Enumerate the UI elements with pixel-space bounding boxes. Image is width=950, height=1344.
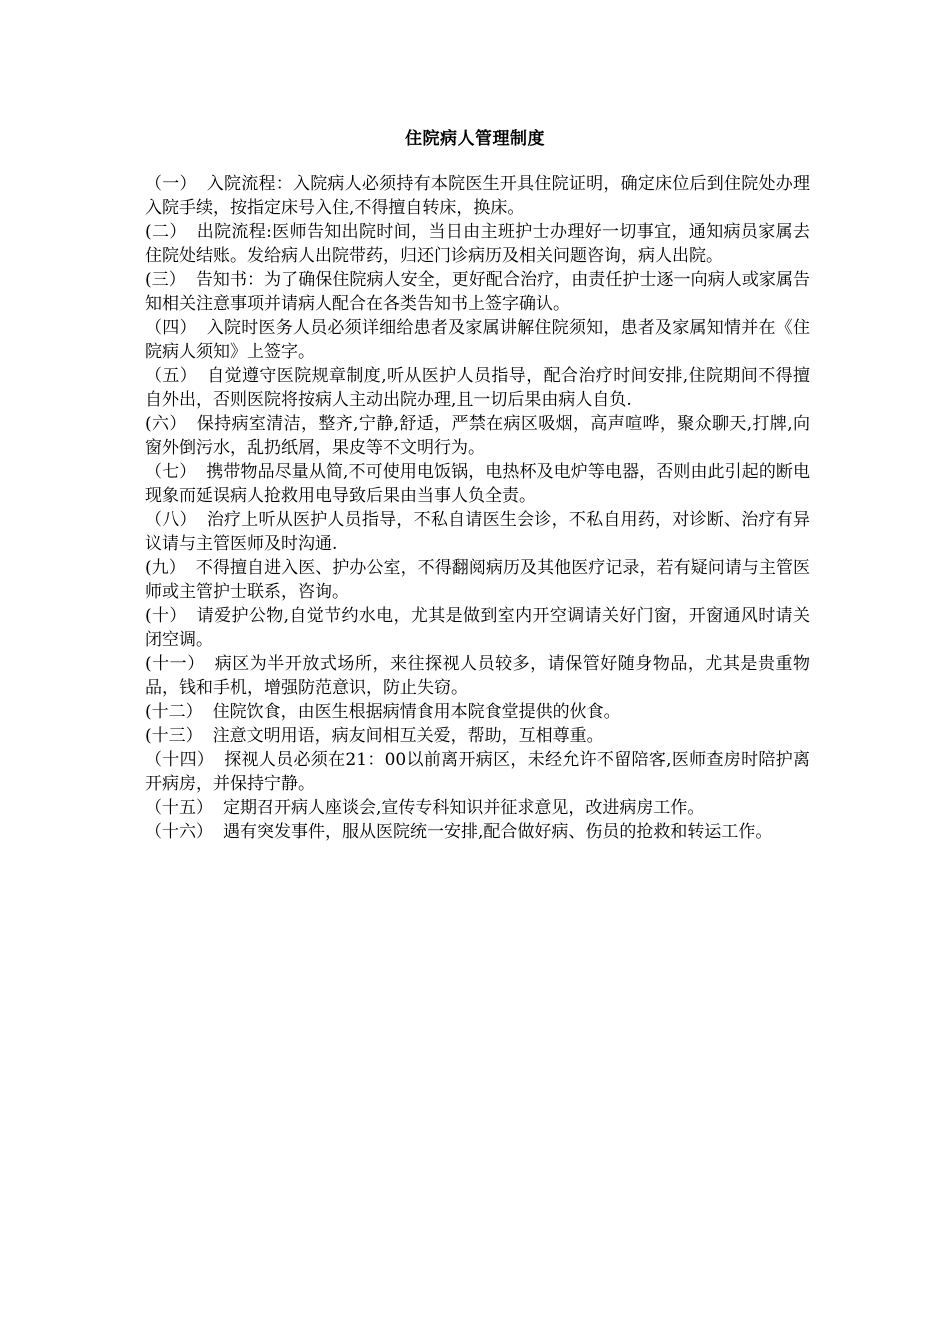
- clause-2: [145, 220, 810, 268]
- clause-6: [145, 412, 810, 460]
- clause-number: (九）: [145, 558, 186, 578]
- clause-text: 出院流程:医师告知出院时间，当日由主班护士办理好一切事宜，通知病员家属去住院处结账。发给病人出院带药，归还门诊病历及相关问题咨询，病人出院。: [145, 222, 810, 266]
- clause-text: 注意文明用语，病友间相互关爱，帮助，互相尊重。: [212, 726, 604, 746]
- clause-number: (二）: [145, 222, 187, 242]
- clause-text: 入院时医务人员必须详细给患者及家属讲解住院须知，患者及家属知情并在《住院病人须知》上签字。: [145, 318, 811, 362]
- clause-number: (十一）: [145, 654, 205, 674]
- clause-number: （十四）: [145, 750, 215, 770]
- clause-text: 入院流程：入院病人必须持有本院医生开具住院证明，确定床位后到住院处办理入院手续，按指定床号入住,不得擅自转床，换床。: [145, 174, 811, 218]
- clause-number: (三）: [145, 270, 186, 290]
- clause-number: （七）: [145, 462, 197, 482]
- clause-number: （十六）: [145, 822, 213, 842]
- clause-text: 携带物品尽量从简,不可使用电饭锅，电热杯及电炉等电器，否则由此引起的断电现象而延误病人抢救用电导致后果由当事人负全责。: [145, 462, 811, 506]
- clause-4: [145, 316, 810, 364]
- clause-number: （一）: [145, 174, 197, 194]
- clause-text: 不得擅自进入医、护办公室，不得翻阅病历及其他医疗记录，若有疑问请与主管医师或主管护士联系，咨询。: [145, 558, 810, 602]
- clause-text: 定期召开病人座谈会,宣传专科知识并征求意见，改进病房工作。: [223, 798, 705, 818]
- clause-number: （八）: [145, 510, 197, 530]
- clause-number: (十）: [145, 606, 187, 626]
- clause-5: [145, 364, 810, 412]
- clause-11: [145, 652, 810, 700]
- clause-12: [145, 700, 810, 724]
- clause-text: 探视人员必须在21：00以前离开病区，未经允许不留陪客,医师查房时陪护离开病房，并保持宁静。: [145, 750, 811, 794]
- clause-1: [145, 172, 810, 220]
- clause-number: (六）: [145, 414, 187, 434]
- clause-10: [145, 604, 810, 652]
- document-title: 住院病人管理制度: [405, 129, 545, 149]
- clause-15: [145, 796, 810, 820]
- clause-16: [145, 820, 810, 844]
- clause-text: 保持病室清洁，整齐,宁静,舒适，严禁在病区吸烟，高声喧哗，聚众聊天,打牌,向窗外倒污水，乱扔纸屑，果皮等不文明行为。: [145, 414, 810, 458]
- document-body: [145, 172, 810, 844]
- clause-number: （四）: [145, 318, 197, 338]
- clause-text: 病区为半开放式场所，来往探视人员较多，请保管好随身物品，尤其是贵重物品，钱和手机，增强防范意识，防止失窃。: [145, 654, 810, 698]
- clause-text: 遇有突发事件，服从医院统一安排,配合做好病、伤员的抢救和转运工作。: [223, 822, 773, 842]
- clause-7: [145, 460, 810, 508]
- clause-text: 住院饮食，由医生根据病情食用本院食堂提供的伙食。: [212, 702, 621, 722]
- clause-number: (十二）: [145, 702, 203, 722]
- clause-number: (十三）: [145, 726, 203, 746]
- clause-14: [145, 748, 810, 796]
- clause-text: 告知书：为了确保住院病人安全，更好配合治疗，由责任护士逐一向病人或家属告知相关注意事项并请病人配合在各类告知书上签字确认。: [145, 270, 810, 314]
- clause-9: [145, 556, 810, 604]
- clause-text: 治疗上听从医护人员指导，不私自请医生会诊，不私自用药，对诊断、治疗有异议请与主管医师及时沟通.: [145, 510, 811, 554]
- clause-3: [145, 268, 810, 316]
- clause-8: [145, 508, 810, 556]
- clause-13: [145, 724, 810, 748]
- clause-number: （五）: [145, 366, 198, 386]
- clause-text: 请爱护公物,自觉节约水电，尤其是做到室内开空调请关好门窗，开窗通风时请关闭空调。: [145, 606, 810, 650]
- clause-text: 自觉遵守医院规章制度,听从医护人员指导，配合治疗时间安排,住院期间不得擅自外出，否则医院将按病人主动出院办理,且一切后果由病人自负.: [145, 366, 810, 410]
- clause-number: （十五）: [145, 798, 213, 818]
